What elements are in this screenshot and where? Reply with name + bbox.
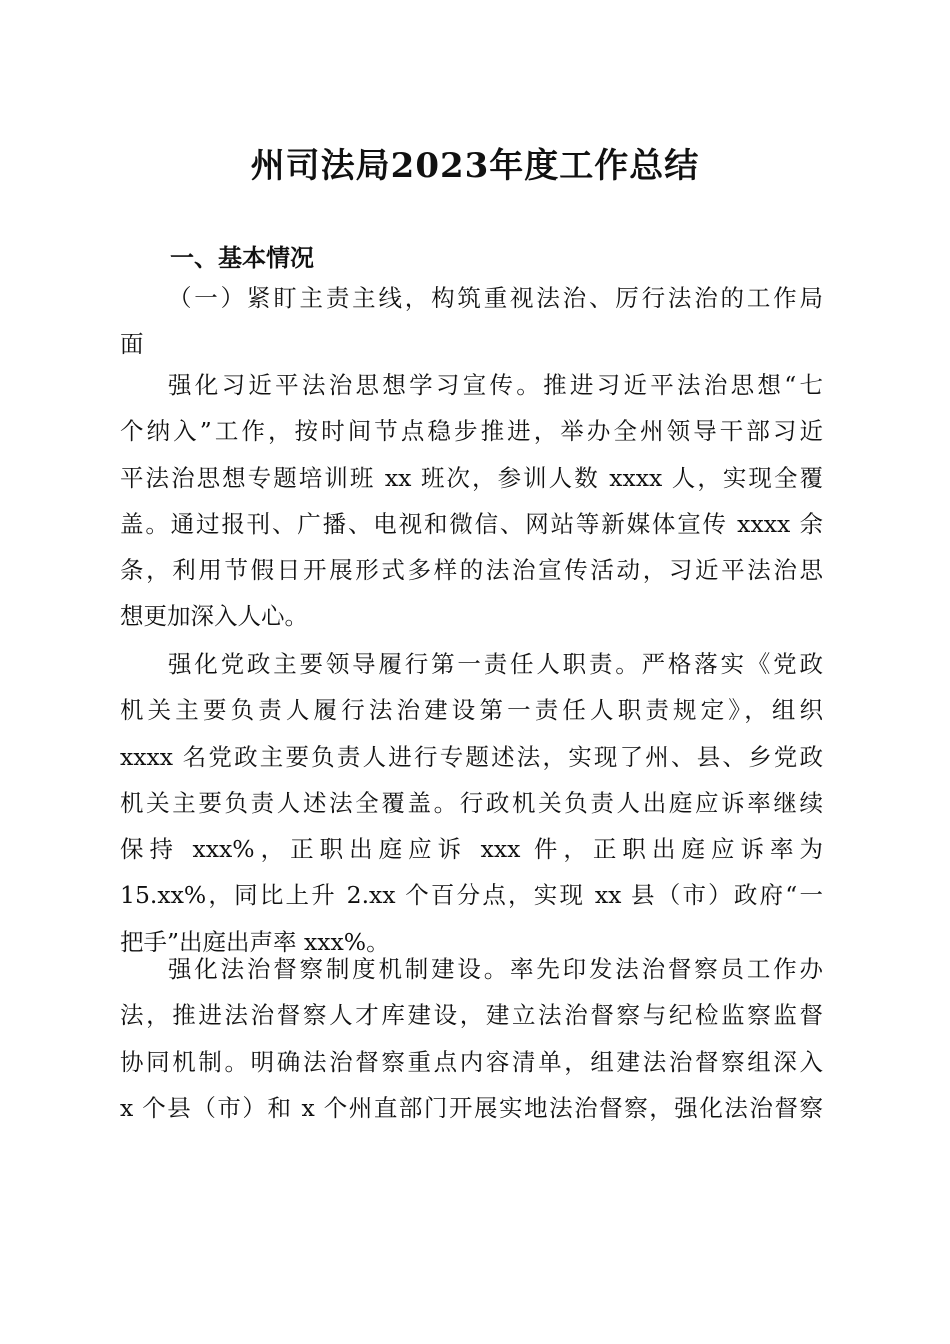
- text-line: 协同机制。明确法治督察重点内容清单，组建法治督察组深入: [120, 1047, 823, 1076]
- text-line: 强化党政主要领导履行第一责任人职责。严格落实《党政: [168, 650, 823, 678]
- text-line: 机关主要负责人述法全覆盖。行政机关负责人出庭应诉率继续: [120, 788, 823, 817]
- text-line: xxxx 名党政主要负责人进行专题述法，实现了州、县、乡党政: [120, 742, 823, 771]
- text-line: 强化习近平法治思想学习宣传。推进习近平法治思想“七: [168, 371, 823, 399]
- text-line: （一）紧盯主责主线，构筑重视法治、厉行法治的工作局: [168, 284, 823, 312]
- text-line: 把手”出庭出声率 xxx%。: [120, 927, 390, 956]
- text-line: 15.xx%，同比上升 2.xx 个百分点，实现 xx 县（市）政府“一: [120, 881, 823, 910]
- text-line: x 个县（市）和 x 个州直部门开展实地法治督察，强化法治督察: [120, 1093, 823, 1122]
- text-line: 想更加深入人心。: [120, 602, 308, 631]
- text-line: 条，利用节假日开展形式多样的法治宣传活动，习近平法治思: [120, 556, 823, 585]
- paragraph-3: [120, 946, 823, 1131]
- text-line: 强化法治督察制度机制建设。率先印发法治督察员工作办: [168, 955, 823, 983]
- section-heading: 一、基本情况: [170, 244, 314, 272]
- text-line: 保持 xxx%，正职出庭应诉 xxx 件，正职出庭应诉率为: [120, 835, 823, 864]
- text-line: 个纳入”工作，按时间节点稳步推进，举办全州领导干部习近: [120, 417, 823, 446]
- subsection-heading: [120, 275, 823, 368]
- text-line: 平法治思想专题培训班 xx 班次，参训人数 xxxx 人，实现全覆: [120, 463, 823, 492]
- text-line: 面: [120, 330, 144, 359]
- paragraph-2: [120, 641, 823, 965]
- document-title: 州司法局2023年度工作总结: [250, 146, 700, 186]
- text-line: 法，推进法治督察人才库建设，建立法治督察与纪检监察监督: [120, 1001, 823, 1030]
- paragraph-1: [120, 362, 823, 640]
- text-line: 盖。通过报刊、广播、电视和微信、网站等新媒体宣传 xxxx 余: [120, 509, 823, 538]
- text-line: 机关主要负责人履行法治建设第一责任人职责规定》，组织: [120, 696, 823, 725]
